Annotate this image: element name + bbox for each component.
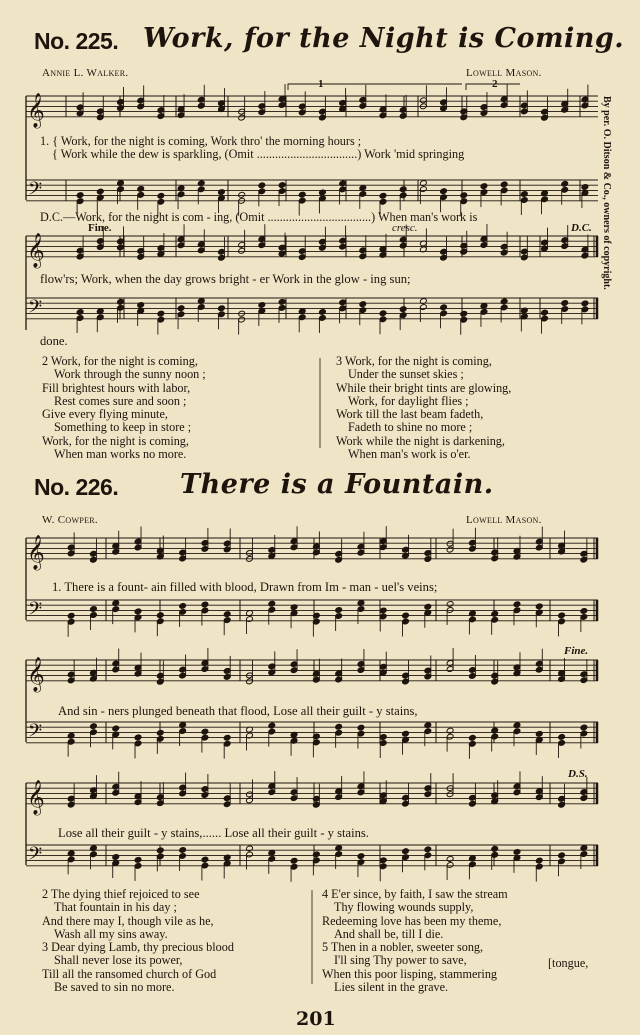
note-head <box>359 301 367 308</box>
note-head <box>520 191 528 198</box>
note-head <box>513 849 521 856</box>
hymn-226-lyric-line-1: 1. There is a fount- ain filled with blood, Drawn from Im - man - uel's veins; <box>52 580 438 594</box>
note-head <box>258 182 266 189</box>
note-head <box>90 606 98 613</box>
fine-mark-226: Fine. <box>564 645 589 657</box>
note-head <box>201 728 209 735</box>
note-head <box>500 181 508 188</box>
hymn-226-lyric-line-3: Lose all their guilt - y stains,...... Lose all their guilt - y stains. <box>58 826 369 840</box>
hymn-226-number: No. 226. <box>34 474 119 500</box>
note-head <box>134 857 142 864</box>
note-head <box>218 189 226 196</box>
hymn-225-composer: Lowell Mason. <box>466 67 542 79</box>
note-head <box>460 310 468 317</box>
bass-clef-icon: 𝄢 <box>28 720 43 746</box>
note-head <box>399 186 407 193</box>
note-head <box>339 299 347 306</box>
note-head <box>402 730 410 737</box>
note-head <box>339 180 347 187</box>
note-head <box>541 309 549 316</box>
note-head <box>137 302 145 309</box>
note-head <box>67 612 75 619</box>
note-head <box>379 734 387 741</box>
note-head <box>440 304 448 311</box>
hymn-225-number: No. 225. <box>34 28 119 54</box>
hymn-225-title: Work, for the Night is Coming. <box>143 23 625 54</box>
hymn-225-verse-2: 2 Work, for the night is coming, Work through the sunny noon ; Fill brightest hours with labor, Rest comes sure and soon ; Give every flying minute, Something to keep in store ; Work, for the night is coming, When man works no more. <box>42 354 206 462</box>
hymn-225-author: Annie L. Walker. <box>42 67 129 79</box>
note-head <box>96 188 104 195</box>
treble-clef-icon: 𝄞 <box>27 656 45 692</box>
note-head <box>90 723 98 730</box>
hymn-225-lyric-line-2: flow'rs; Work, when the day grows bright - er Work in the glow - ing sun; <box>40 272 411 286</box>
hymn-226-title: There is a Fountain. <box>180 469 494 500</box>
bass-clef-icon: 𝄢 <box>28 598 43 624</box>
ds-mark: D.S. <box>568 768 588 780</box>
note-head <box>319 309 327 316</box>
note-head <box>156 847 164 854</box>
hymn-225-lyric-line-1b: { Work while the dew is sparkling, (Omit .................................) Work 'mid springing <box>52 147 465 161</box>
note-head <box>446 601 454 608</box>
note-head <box>157 192 165 199</box>
note-head <box>424 603 432 610</box>
note-head <box>580 608 588 615</box>
note-head <box>561 300 569 307</box>
note-head <box>446 856 454 863</box>
note-head <box>298 191 306 198</box>
note-head <box>335 607 343 614</box>
note-head <box>491 846 499 853</box>
note-head <box>156 612 164 619</box>
note-head <box>460 192 468 199</box>
note-head <box>112 854 120 861</box>
note-head <box>581 184 589 191</box>
hymn-226-lyric-line-2: And sin - ners plunged beneath that flood, Lose all their guilt - y stains, <box>58 704 418 718</box>
note-head <box>67 732 75 739</box>
note-head <box>399 306 407 313</box>
note-head <box>558 852 566 859</box>
note-head <box>157 310 165 317</box>
treble-clef-icon: 𝄞 <box>27 534 45 570</box>
hymn-225-dc-line: D.C.—Work, for the night is com - ing, (Omit ..................................) When man's work is <box>40 210 478 224</box>
note-head <box>469 734 477 741</box>
note-head <box>357 724 365 731</box>
treble-clef-icon: 𝄞 <box>27 232 45 268</box>
note-head <box>558 734 566 741</box>
note-head <box>76 309 84 316</box>
note-head <box>258 302 266 309</box>
note-head <box>581 300 589 307</box>
note-head <box>402 612 410 619</box>
note-head <box>290 857 298 864</box>
note-head <box>278 182 286 189</box>
note-head <box>357 853 365 860</box>
note-head <box>535 603 543 610</box>
treble-clef-icon: 𝄞 <box>27 779 45 815</box>
treble-clef-icon: 𝄞 <box>27 92 45 128</box>
note-head <box>223 611 231 618</box>
hymn-226-verses-right: 4 E'er since, by faith, I saw the stream Thy flowing wounds supply, Redeeming love has been my theme, And shall be, till I die. 5 Then in a nobler, sweeter song, I'll sing Thy power to save, When this poor lisping, stammering Lies silent in the grave. <box>322 887 508 995</box>
bass-clef-icon: 𝄢 <box>28 843 43 869</box>
note-head <box>201 601 209 608</box>
hymn-225-verse-3: 3 Work, for the night is coming, Under the sunset skies ; While their bright tints are glowing, Work, for daylight flies ; Work till the last beam fadeth, Fadeth to shine no more ; Work while the night is darkening, When man's work is o'er. <box>336 354 512 462</box>
note-head <box>179 603 187 610</box>
crescendo-mark: cresc. <box>392 222 418 234</box>
note-head <box>402 848 410 855</box>
note-head <box>76 192 84 199</box>
bass-clef-icon: 𝄢 <box>28 178 43 204</box>
note-head <box>268 722 276 729</box>
note-head <box>561 180 569 187</box>
note-head <box>112 725 120 732</box>
fine-mark: Fine. <box>88 222 112 234</box>
page-number: 201 <box>296 1008 336 1030</box>
dc-mark: D.C. <box>571 222 592 234</box>
note-head <box>134 608 142 615</box>
note-head <box>117 298 125 305</box>
first-ending-bracket <box>288 84 462 90</box>
note-head <box>500 298 508 305</box>
tongue-overflow-word: [tongue, <box>548 956 589 970</box>
bass-clef-icon: 𝄢 <box>28 296 43 322</box>
note-head <box>480 183 488 190</box>
note-head <box>580 724 588 731</box>
note-head <box>440 188 448 195</box>
note-head <box>278 299 286 306</box>
second-ending-mark: 2 <box>492 78 498 90</box>
note-head <box>177 305 185 312</box>
note-head <box>238 191 246 198</box>
hymn-226-verses-left: 2 The dying thief rejoiced to see That fountain in his day ; And there may I, though vile as he, Wash all my sins away. 3 Dear dying Lamb, thy precious blood Shall never lose its power, Till all the ransomed church of God Be saved to sin no more. <box>42 887 234 995</box>
note-head <box>446 727 454 734</box>
note-head <box>335 723 343 730</box>
note-head <box>137 186 145 193</box>
hymn-225-done: done. <box>40 334 68 348</box>
note-head <box>246 845 254 852</box>
note-head <box>379 607 387 614</box>
note-head <box>134 734 142 741</box>
note-head <box>558 612 566 619</box>
note-head <box>379 310 387 317</box>
hymn-226-author: W. Cowper. <box>42 514 98 526</box>
note-head <box>513 601 521 608</box>
note-head <box>379 857 387 864</box>
first-ending-mark: 1 <box>318 78 324 90</box>
note-head <box>535 857 543 864</box>
note-head <box>156 729 164 736</box>
hymn-226-composer: Lowell Mason. <box>466 514 542 526</box>
note-head <box>223 734 231 741</box>
note-head <box>201 856 209 863</box>
note-head <box>179 847 187 854</box>
note-head <box>268 600 276 607</box>
note-head <box>535 731 543 738</box>
note-head <box>424 846 432 853</box>
note-head <box>218 305 226 312</box>
copyright-notice: By per. O. Ditson & Co., owners of copyright. <box>601 96 612 290</box>
note-head <box>491 610 499 617</box>
note-head <box>379 192 387 199</box>
hymn-225-lyric-line-1a: 1. { Work, for the night is coming, Work thro' the morning hours ; <box>40 134 362 148</box>
